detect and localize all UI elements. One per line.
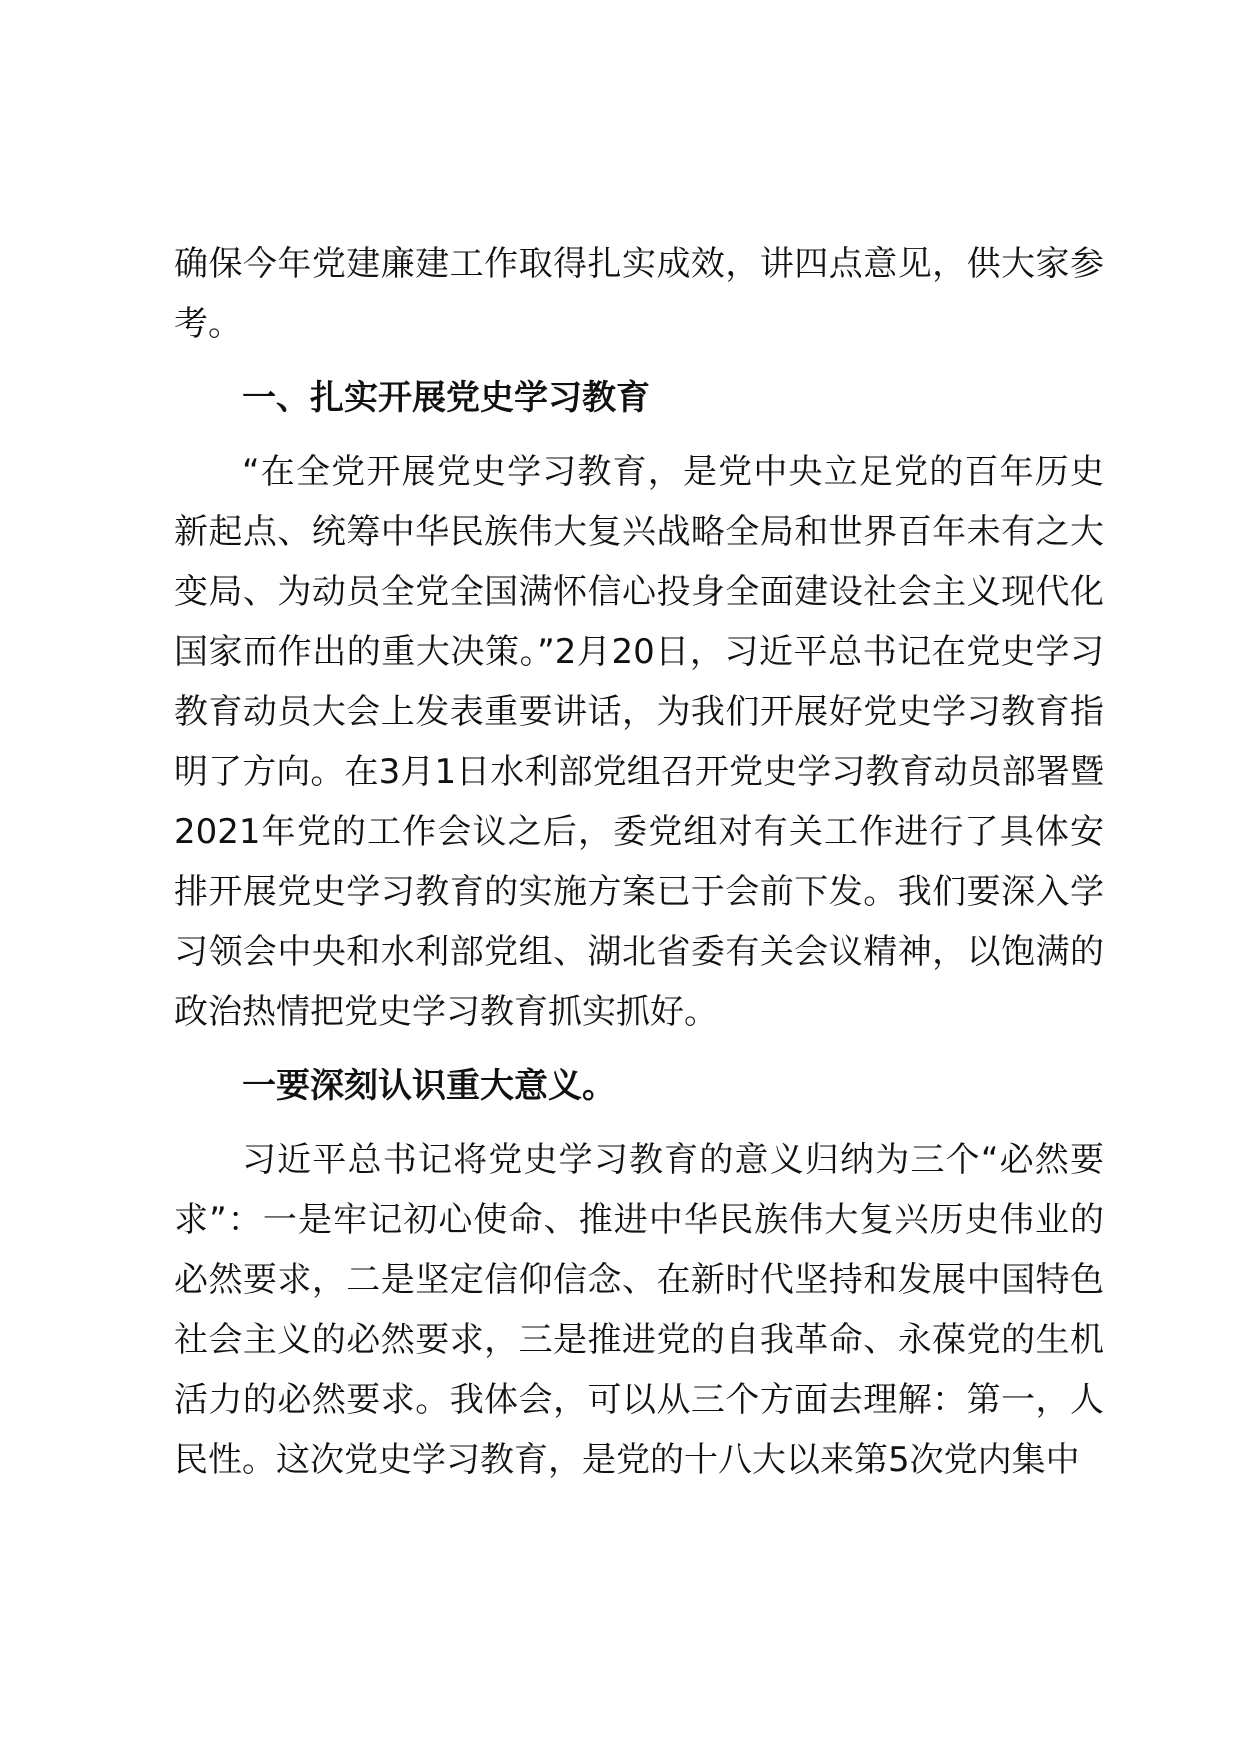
sub-heading-significance: 一要深刻认识重大意义。 (242, 1066, 616, 1106)
section-heading-1: 一、扎实开展党史学习教育 (242, 378, 650, 418)
paragraph-party-history-intro: “在全党开展党史学习教育，是党中央立足党的百年历史新起点、统筹中华民族伟大复兴战略全局和世界百年未有之大变局、为动员全党全国满怀信心投身全面建设社会主义现代化国家而作出的重大决策。”2月20日，习近平总书记在党史学习教育动员大会上发表重要讲话，为我们开展好党史学习教育指明了方向。在3月1日水利部党组召开党史学习教育动员部署暨2021年党的工作会议之后，委党组对有关工作进行了具体安排开展党史学习教育的实施方案已于会前下发。我们要深入学习领会中央和水利部党组、湖北省委有关会议精神，以饱满的政治热情把党史学习教育抓实抓好。 (174, 452, 1104, 1032)
paragraph-three-requirements: 习近平总书记将党史学习教育的意义归纳为三个“必然要求”：一是牢记初心使命、推进中华民族伟大复兴历史伟业的必然要求，二是坚定信仰信念、在新时代坚持和发展中国特色社会主义的必然要求，三是推进党的自我革命、永葆党的生机活力的必然要求。我体会，可以从三个方面去理解：第一，人民性。这次党史学习教育，是党的十八大以来第5次党内集中 (174, 1140, 1104, 1480)
paragraph-continuation: 确保今年党建廉建工作取得扎实成效，讲四点意见，供大家参考。 (174, 244, 1104, 344)
document-body (174, 234, 1104, 1490)
